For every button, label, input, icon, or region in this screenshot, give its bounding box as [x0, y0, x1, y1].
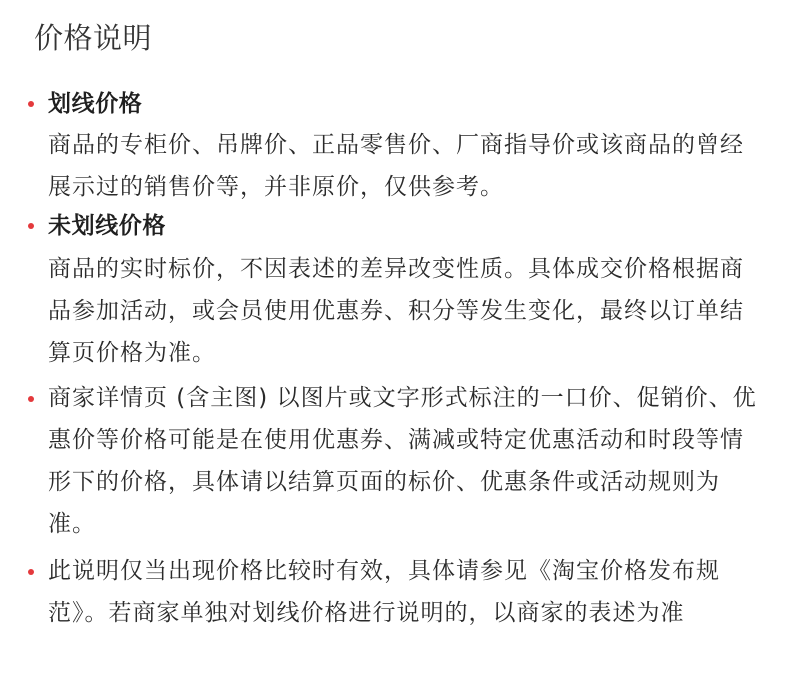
list-item-validity-note	[24, 550, 764, 634]
bullet-dot-icon	[28, 101, 34, 107]
list-item-non-strikethrough-price	[24, 208, 764, 374]
item-text: 商家详情页 (含主图) 以图片或文字形式标注的一口价、促销价、优惠价等价格可能是在使用优惠券、满减或特定优惠活动和时段等情形下的价格，具体请以结算页面的标价、优惠条件或活动规则为准。	[48, 385, 757, 537]
price-explanation-list	[24, 86, 764, 634]
item-text: 商品的实时标价，不因表述的差异改变性质。具体成交价格根据商品参加活动，或会员使用优惠券、积分等发生变化，最终以订单结算页价格为准。	[48, 256, 744, 366]
bullet-dot-icon	[28, 396, 34, 402]
list-item-merchant-detail-price	[24, 377, 764, 545]
bullet-dot-icon	[28, 569, 34, 575]
bullet-dot-icon	[28, 223, 34, 229]
list-item-strikethrough-price	[24, 86, 764, 208]
item-text: 此说明仅当出现价格比较时有效，具体请参见《淘宝价格发布规范》。若商家单独对划线价格进行说明的，以商家的表述为准	[48, 558, 720, 626]
item-heading: 划线价格	[48, 91, 143, 117]
item-text: 商品的专柜价、吊牌价、正品零售价、厂商指导价或该商品的曾经展示过的销售价等，并非原价，仅供参考。	[48, 132, 744, 200]
item-heading: 未划线价格	[48, 213, 166, 239]
page-title: 价格说明	[34, 21, 153, 55]
